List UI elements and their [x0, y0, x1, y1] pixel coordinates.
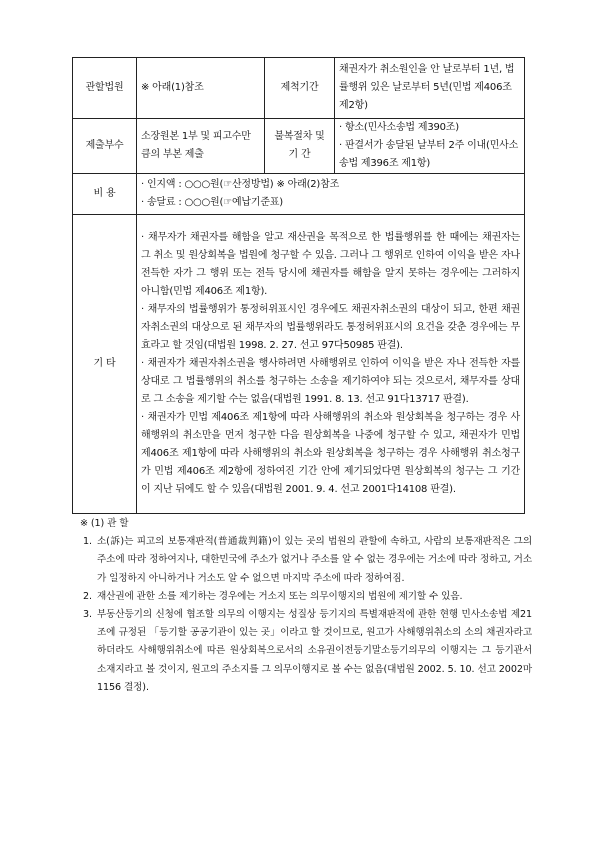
- note-text: 부동산등기의 신청에 협조할 의무의 이행지는 성질상 등기지의 특별재판적에 관한 현행 민사소송법 제21조에 규정된 「등기할 공공기관이 있는 곳」이라고 할 것이므로, 원고가 사해행위취소의 소의 채권자라고 하더라도 사해행위취소에 따른 원상회복으로서의 소유권이전등기말소등기의무의 이행지는 그 등기관서 소재지라고 볼 것이지, 원고의 주소지를 그 의무이행지로 볼 수는 없음(대법원 2002. 5. 10. 선고 2002마1156 결정).: [97, 609, 532, 693]
- procedure-item: · 항소(민사소송법 제390조): [339, 122, 459, 133]
- label-court: 관할법원: [73, 58, 137, 119]
- cost-item: · 인지액 : ○○○원(☞산정방법) ※ 아래(2)참조: [141, 179, 340, 190]
- copies-value: 소장원본 1부 및 피고수만큼의 부본 제출: [137, 119, 265, 174]
- etc-item: · 채무자가 채권자를 해함을 알고 재산권을 목적으로 한 법률행위를 한 때에는 채권자는 그 취소 및 원상회복을 법원에 청구할 수 있음. 그러나 그 행위로 인하여 이익을 받은 자나 전득한 자가 그 행위 또는 전득 당시에 채권자를 해함을 알지 못하는 경우에는 그러하지 아니함(민법 제406조 제1항).: [141, 232, 520, 297]
- note-item: [72, 588, 532, 606]
- label-copies: 제출부수: [73, 119, 137, 174]
- etc-item: · 채무자의 법률행위가 통정허위표시인 경우에도 채권자취소권의 대상이 되고, 한편 채권자취소권의 대상으로 된 채무자의 법률행위라도 통정허위표시의 요건을 갖춘 경우에는 무효라고 할 것임(대법원 1998. 2. 27. 선고 97다50985 판결).: [141, 304, 520, 351]
- label-cost: 비 용: [73, 174, 137, 215]
- note-item: [72, 533, 532, 588]
- notes-list: [72, 533, 532, 697]
- note-number: 2.: [83, 590, 92, 602]
- row-court-period: [73, 58, 525, 119]
- note-item: [72, 606, 532, 697]
- note-text: 재산권에 관한 소를 제기하는 경우에는 거소지 또는 의무이행지의 법원에 제기할 수 있음.: [97, 590, 463, 602]
- note-number: 1.: [83, 536, 92, 548]
- label-etc: 기 타: [73, 215, 137, 514]
- period-value: 채권자가 취소원인을 안 날로부터 1년, 법률행위 있은 날로부터 5년(민법 제406조 제2항): [335, 58, 525, 119]
- procedure-item: · 판결서가 송달된 날부터 2주 이내(민사소송법 제396조 제1항): [339, 140, 519, 169]
- etc-item: · 채권자가 민법 제406조 제1항에 따라 사해행위의 취소와 원상회복을 청구하는 경우 사해행위의 취소만을 먼저 청구한 다음 원상회복을 나중에 청구할 수 있고, 채권자가 민법 제406조 제1항에 따라 사해행위의 취소와 원상회복을 청구하는 경우 사해행위 취소청구가 민법 제406조 제2항에 정하여진 기간 안에 제기되었다면 원상회복의 청구는 그 기간이 지난 뒤에도 할 수 있음(대법원 2001. 9. 4. 선고 2001다14108 판결).: [141, 412, 520, 495]
- court-value: ※ 아래(1)참조: [137, 58, 265, 119]
- note-number: 3.: [83, 609, 92, 621]
- etc-item: · 채권자가 채권자취소권을 행사하려면 사해행위로 인하여 이익을 받은 자나 전득한 자를 상대로 그 법률행위의 취소를 청구하는 소송을 제기하여야 되는 것으로서, 채무자를 상대로 그 소송을 제기할 수는 없음(대법원 1991. 8. 13. 선고 91다13717 판결).: [141, 358, 520, 405]
- cost-value: [137, 174, 525, 215]
- note-text: 소(訴)는 피고의 보통재판적(普通裁判籍)이 있는 곳의 법원의 관할에 속하고, 사람의 보통재판적은 그의 주소에 따라 정하여지나, 대한민국에 주소가 없거나 주소를 알 수 없는 경우에는 거소에 따라 정하고, 거소가 일정하지 아니하거나 거소도 알 수 없으면 마지막 주소에 따라 정하여짐.: [97, 536, 532, 584]
- label-procedure: 불복절차 및 기 간: [265, 119, 335, 174]
- procedure-value: [335, 119, 525, 174]
- row-etc: [73, 215, 525, 514]
- lawsuit-info-table: [72, 57, 525, 514]
- jurisdiction-notes: [72, 515, 532, 697]
- cost-item: · 송달료 : ○○○원(☞예납기준표): [141, 197, 283, 208]
- label-period: 제척기간: [265, 58, 335, 119]
- notes-heading: ※ (1) 관 할: [80, 518, 129, 529]
- row-cost: [73, 174, 525, 215]
- row-copies-procedure: [73, 119, 525, 174]
- etc-value: [137, 215, 525, 514]
